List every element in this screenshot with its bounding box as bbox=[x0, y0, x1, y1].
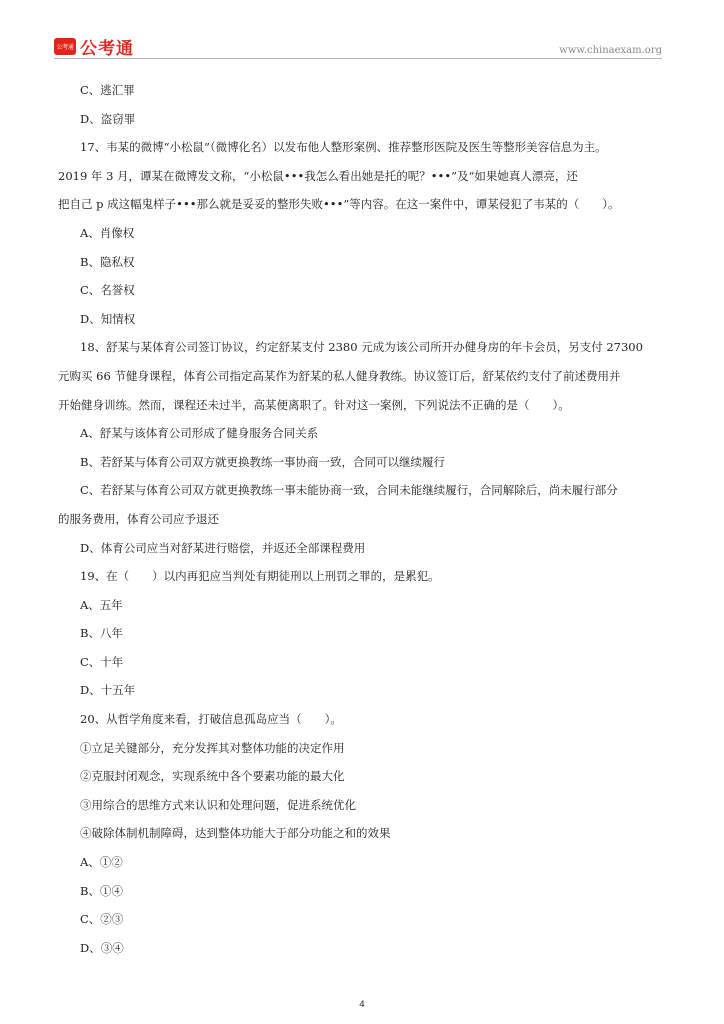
logo-text: 公考通 bbox=[80, 39, 134, 59]
option-line: C、逃汇罪 bbox=[80, 83, 135, 97]
option-line: ③用综合的思维方式来认识和处理问题，促进系统优化 bbox=[80, 797, 356, 812]
option-line: B、若舒某与体育公司双方就更换教练一事协商一致，合同可以继续履行 bbox=[80, 454, 445, 469]
option-line: C、名誉权 bbox=[80, 283, 135, 298]
option-line: A、肖像权 bbox=[80, 225, 135, 240]
text-line: 开始健身训练。然而，课程还未过半，高某便离职了。针对这一案例，下列说法不正确的是（ ）。 bbox=[58, 397, 570, 412]
option-line: ④破除体制机制障碍，达到整体功能大于部分功能之和的效果 bbox=[80, 826, 391, 841]
document-body bbox=[58, 76, 666, 962]
option-line: C、②③ bbox=[80, 912, 124, 927]
page-number: 4 bbox=[359, 1000, 365, 1010]
option-line: C、十年 bbox=[80, 654, 124, 669]
question-text: 20、从哲学角度来看，打破信息孤岛应当（ ）。 bbox=[80, 712, 342, 727]
question-text: 18、舒某与某体育公司签订协议，约定舒某支付 2380 元成为该公司所开办健身房的年卡会员，另支付 27300 bbox=[80, 340, 643, 355]
page-header bbox=[0, 0, 724, 62]
question-text: 17、韦某的微博“小松鼠”（微博化名）以发布他人整形案例、推荐整形医院及医生等整形美容信息为主。 bbox=[80, 140, 607, 155]
option-line: A、①② bbox=[80, 855, 123, 870]
option-line: ①立足关键部分，充分发挥其对整体功能的决定作用 bbox=[80, 740, 345, 755]
option-line: B、隐私权 bbox=[80, 254, 135, 269]
option-line: B、八年 bbox=[80, 626, 123, 641]
text-line: 把自己 p 成这幅鬼样子•••那么就是妥妥的整形失败•••”等内容。在这一案件中，谭某侵犯了韦某的（ ）。 bbox=[58, 197, 620, 212]
text-line: 2019 年 3 月，谭某在微博发文称，“小松鼠•••我怎么看出她是托的呢？•••”及“如果她真人漂亮，还 bbox=[58, 168, 578, 183]
option-line: A、五年 bbox=[80, 597, 123, 612]
question-text: 19、在（ ）以内再犯应当判处有期徒刑以上刑罚之罪的，是累犯。 bbox=[80, 569, 440, 584]
option-line: B、①④ bbox=[80, 883, 123, 898]
option-line: D、十五年 bbox=[80, 683, 136, 698]
header-divider bbox=[54, 58, 662, 59]
logo-badge: 公考通 bbox=[54, 38, 76, 55]
option-line: ②克服封闭观念，实现系统中各个要素功能的最大化 bbox=[80, 769, 345, 784]
option-line: D、③④ bbox=[80, 940, 124, 955]
site-url: www.chinaexam.org bbox=[559, 45, 662, 56]
text-line: 元购买 66 节健身课程，体育公司指定高某作为舒某的私人健身教练。协议签订后，舒某依约支付了前述费用并 bbox=[58, 368, 621, 383]
text-line: 的服务费用，体育公司应予退还 bbox=[58, 511, 219, 526]
option-line: D、知情权 bbox=[80, 311, 136, 326]
logo bbox=[54, 34, 134, 59]
option-line: D、体育公司应当对舒某进行赔偿，并返还全部课程费用 bbox=[80, 540, 366, 555]
option-line: A、舒某与该体育公司形成了健身服务合同关系 bbox=[80, 426, 319, 441]
option-line: C、若舒某与体育公司双方就更换教练一事未能协商一致，合同未能继续履行，合同解除后，尚未履行部分 bbox=[80, 483, 618, 498]
option-line: D、盗窃罪 bbox=[80, 111, 136, 126]
